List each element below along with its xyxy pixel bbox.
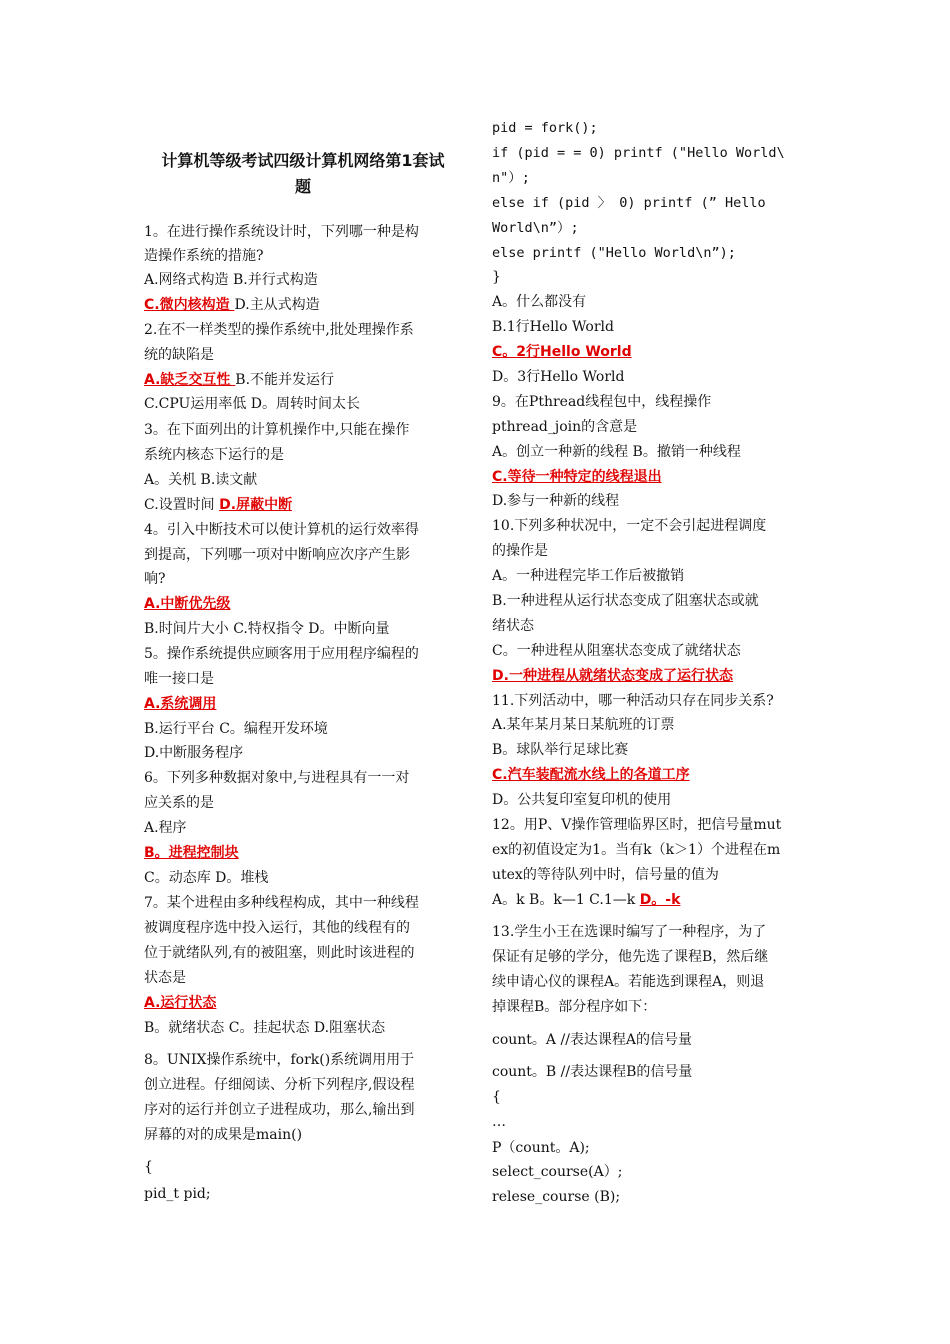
line-text: A。k B。k—1 C.1—k xyxy=(492,892,640,908)
left-text-line xyxy=(144,470,257,490)
right-text-line xyxy=(492,1138,590,1158)
left-text-line xyxy=(144,893,419,913)
line-text: utex的等待队列中时，信号量的值为 xyxy=(492,867,719,883)
left-text-line xyxy=(144,1050,414,1070)
right-text-line xyxy=(492,491,619,511)
line-text: A.程序 xyxy=(144,820,187,836)
left-text-line xyxy=(144,295,320,315)
line-text: pid_t pid; xyxy=(144,1186,211,1202)
left-text-line xyxy=(144,719,328,739)
right-text-line xyxy=(492,641,741,661)
left-text-line xyxy=(144,1125,302,1145)
right-text-line xyxy=(492,815,781,835)
left-text-line xyxy=(144,669,214,689)
left-text-line xyxy=(144,644,419,664)
line-text: else printf ("Hello World\n”); xyxy=(492,245,736,261)
left-text-line xyxy=(144,569,166,589)
line-text: else if (pid 〉 0) printf (” Hello xyxy=(492,195,766,211)
answer-highlight: C.等待一种特定的线程退出 xyxy=(492,469,662,485)
answer-highlight: C。2行Hello World xyxy=(492,344,632,360)
left-text-line xyxy=(144,394,360,414)
right-text-line xyxy=(492,417,637,437)
left-text-line xyxy=(144,594,230,614)
line-text: 到提高，下列哪一项对中断响应次序产生影 xyxy=(144,547,410,563)
line-text: 被调度程序选中投入运行，其他的线程有的 xyxy=(144,920,410,936)
right-text-line xyxy=(492,1112,506,1132)
line-text: B。球队举行足球比赛 xyxy=(492,742,629,758)
line-text: 续申请心仪的课程A。若能选到课程A，则退 xyxy=(492,974,765,990)
line-text: B。就绪状态 C。挂起状态 D.阻塞状态 xyxy=(144,1020,386,1036)
left-text-line xyxy=(144,818,187,838)
line-text: D.参与一种新的线程 xyxy=(492,493,620,509)
line-text: 1。在进行操作系统设计时，下列哪一种是构 xyxy=(144,224,419,240)
line-text: } xyxy=(492,269,501,285)
right-text-line xyxy=(492,467,662,487)
line-text: count。B //表达课程B的信号量 xyxy=(492,1064,693,1080)
right-text-line xyxy=(492,666,733,686)
right-text-line xyxy=(492,1030,692,1050)
line-text: pid = fork(); xyxy=(492,120,598,136)
line-text: 的操作是 xyxy=(492,543,548,559)
right-text-line xyxy=(492,168,530,188)
line-text: 状态是 xyxy=(144,970,186,986)
right-text-line xyxy=(492,1062,692,1082)
line-text: D。公共复印室复印机的使用 xyxy=(492,792,672,808)
line-text: pthread_join的含意是 xyxy=(492,419,638,435)
answer-highlight: D.一种进程从就绪状态变成了运行状态 xyxy=(492,668,733,684)
left-text-line xyxy=(144,968,186,988)
left-text-line xyxy=(144,320,414,340)
line-text: 屏幕的对的成果是main() xyxy=(144,1127,303,1143)
line-text: 绪状态 xyxy=(492,618,534,634)
right-text-line xyxy=(492,715,675,735)
page-title xyxy=(144,148,462,200)
right-text-line xyxy=(492,790,671,810)
right-text-line xyxy=(492,922,766,942)
line-text: 2.在不一样类型的操作系统中,批处理操作系 xyxy=(144,322,414,338)
answer-highlight: A.运行状态 xyxy=(144,995,217,1011)
left-text-line xyxy=(144,793,214,813)
line-text: n"）; xyxy=(492,170,530,186)
left-text-line xyxy=(144,370,334,390)
right-text-line xyxy=(492,840,780,860)
line-text: C。一种进程从阻塞状态变成了就绪状态 xyxy=(492,643,741,659)
line-text: A。创立一种新的线程 B。撤销一种线程 xyxy=(492,444,741,460)
right-text-line xyxy=(492,765,690,785)
answer-highlight: C.汽车装配流水线上的各道工序 xyxy=(492,767,690,783)
right-text-line xyxy=(492,143,785,163)
page-title-line-2: 题 xyxy=(294,177,311,196)
left-text-line xyxy=(144,1075,414,1095)
right-text-line xyxy=(492,541,548,561)
left-text-line xyxy=(144,246,264,266)
left-text-line xyxy=(144,843,239,863)
right-text-line xyxy=(492,566,684,586)
right-text-line xyxy=(492,1187,620,1207)
left-text-line xyxy=(144,345,214,365)
line-text: 掉课程B。部分程序如下： xyxy=(492,999,657,1015)
line-text: A。一种进程完毕工作后被撤销 xyxy=(492,568,685,584)
line-text: A。关机 B.读文献 xyxy=(144,472,258,488)
line-text: B.运行平台 C。编程开发环境 xyxy=(144,721,328,737)
line-text: A.某年某月某日某航班的订票 xyxy=(492,717,675,733)
line-text: 统的缺陷是 xyxy=(144,347,214,363)
left-text-line xyxy=(144,520,419,540)
left-text-line xyxy=(144,445,284,465)
right-text-line xyxy=(492,442,741,462)
line-text: 6。下列多种数据对象中,与进程具有一一对 xyxy=(144,770,410,786)
answer-highlight: A.缺乏交互性 xyxy=(144,372,236,388)
line-text: World\n”）; xyxy=(492,220,579,236)
right-text-line xyxy=(492,1087,501,1107)
line-text: P（count。A); xyxy=(492,1140,590,1156)
line-text: B.时间片大小 C.特权指令 D。中断向量 xyxy=(144,621,390,637)
answer-highlight: D.屏蔽中断 xyxy=(219,497,293,513)
left-text-line xyxy=(144,270,318,290)
line-text: 8。UNIX操作系统中，fork()系统调用用于 xyxy=(144,1052,415,1068)
left-text-line xyxy=(144,1184,211,1204)
line-text: count。A //表达课程A的信号量 xyxy=(492,1032,693,1048)
left-text-line xyxy=(144,1157,153,1177)
answer-highlight: A.系统调用 xyxy=(144,696,217,712)
right-text-line xyxy=(492,243,736,263)
left-text-line xyxy=(144,694,216,714)
left-text-line xyxy=(144,943,414,963)
line-text: 保证有足够的学分，他先选了课程B，然后继 xyxy=(492,949,769,965)
line-text: B.1行Hello World xyxy=(492,319,614,335)
line-text: ex的初值设定为1。当有k（k＞1）个进程在m xyxy=(492,842,781,858)
line-text: B.一种进程从运行状态变成了阻塞状态或就 xyxy=(492,593,759,609)
line-text: 位于就绪队列,有的被阻塞，则此时该进程的 xyxy=(144,945,415,961)
right-text-line xyxy=(492,591,759,611)
left-text-line xyxy=(144,918,410,938)
left-text-line xyxy=(144,1018,385,1038)
line-text: { xyxy=(144,1159,153,1175)
left-text-line xyxy=(144,993,216,1013)
line-text: C.设置时间 xyxy=(144,497,220,513)
answer-highlight: A.中断优先级 xyxy=(144,596,231,612)
line-text: 3。在下面列出的计算机操作中,只能在操作 xyxy=(144,422,410,438)
right-text-line xyxy=(492,267,501,287)
line-text: select_course(A）; xyxy=(492,1164,623,1180)
left-text-line xyxy=(144,619,390,639)
line-text: B.不能并发运行 xyxy=(235,372,335,388)
left-text-line xyxy=(144,1100,414,1120)
left-text-line xyxy=(144,222,419,242)
line-text: A。什么都没有 xyxy=(492,294,587,310)
line-text: 4。引入中断技术可以使计算机的运行效率得 xyxy=(144,522,419,538)
left-text-line xyxy=(144,868,268,888)
left-text-line xyxy=(144,545,410,565)
right-text-line xyxy=(492,972,764,992)
line-text: … xyxy=(492,1114,506,1130)
line-text: 11.下列活动中，哪一种活动只存在同步关系? xyxy=(492,693,774,709)
right-text-line xyxy=(492,342,632,362)
answer-highlight: D。-k xyxy=(639,892,681,908)
line-text: A.网络式构造 B.并行式构造 xyxy=(144,272,318,288)
right-text-line xyxy=(492,947,768,967)
line-text: 创立进程。仔细阅读、分析下列程序,假设程 xyxy=(144,1077,415,1093)
line-text: 9。在Pthread线程包中，线程操作 xyxy=(492,394,712,410)
line-text: 5。操作系统提供应顾客用于应用程序编程的 xyxy=(144,646,419,662)
line-text: D.主从式构造 xyxy=(234,297,320,313)
line-text: 应关系的是 xyxy=(144,795,214,811)
line-text: relese_course (B); xyxy=(492,1189,621,1205)
right-text-line xyxy=(492,193,766,213)
line-text: if (pid = = 0) printf ("Hello World\ xyxy=(492,145,785,161)
left-text-line xyxy=(144,743,243,763)
right-text-line xyxy=(492,1162,622,1182)
left-text-line xyxy=(144,495,292,515)
answer-highlight: B。进程控制块 xyxy=(144,845,239,861)
right-text-line xyxy=(492,740,628,760)
left-text-line xyxy=(144,420,409,440)
right-text-line xyxy=(492,516,766,536)
left-text-line xyxy=(144,768,409,788)
right-text-line xyxy=(492,890,680,910)
line-text: 7。某个进程由多种线程构成，其中一种线程 xyxy=(144,895,419,911)
right-text-line xyxy=(492,865,719,885)
right-text-line xyxy=(492,317,614,337)
right-text-line xyxy=(492,118,598,138)
line-text: D.中断服务程序 xyxy=(144,745,244,761)
answer-highlight: C.微内核构造 xyxy=(144,297,235,313)
right-text-line xyxy=(492,367,624,387)
line-text: C.CPU运用率低 D。周转时间太长 xyxy=(144,396,361,412)
line-text: 造操作系统的措施? xyxy=(144,248,264,264)
line-text: 13.学生小王在选课时编写了一种程序，为了 xyxy=(492,924,767,940)
page-title-line-1: 计算机等级考试四级计算机网络第1套试 xyxy=(161,151,445,170)
line-text: 响? xyxy=(144,571,166,587)
right-text-line xyxy=(492,616,534,636)
line-text: { xyxy=(492,1089,501,1105)
line-text: 唯一接口是 xyxy=(144,671,214,687)
right-text-line xyxy=(492,392,711,412)
right-text-line xyxy=(492,691,774,711)
right-text-line xyxy=(492,997,656,1017)
right-text-line xyxy=(492,218,579,238)
right-text-line xyxy=(492,292,586,312)
line-text: 12。用P、V操作管理临界区时，把信号量mut xyxy=(492,817,782,833)
line-text: D。3行Hello World xyxy=(492,369,625,385)
line-text: C。动态库 D。堆栈 xyxy=(144,870,269,886)
line-text: 序对的运行并创立子进程成功，那么,输出到 xyxy=(144,1102,415,1118)
line-text: 10.下列多种状况中，一定不会引起进程调度 xyxy=(492,518,767,534)
line-text: 系统内核态下运行的是 xyxy=(144,447,284,463)
